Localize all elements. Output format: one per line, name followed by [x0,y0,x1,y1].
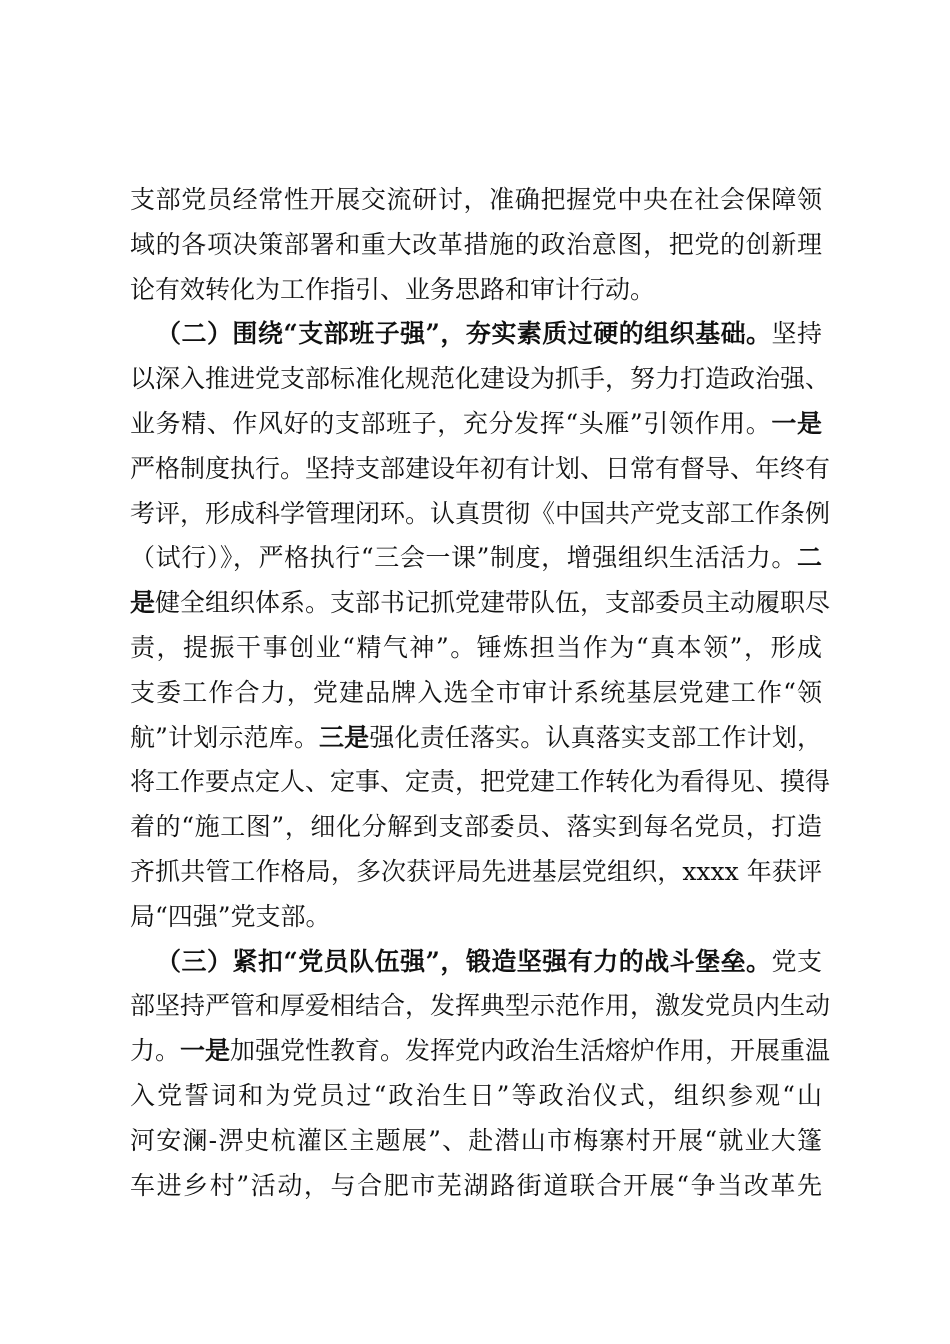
text-line [130,1119,822,1164]
text-line [130,268,822,313]
text-line [130,223,822,268]
body-text: 健全组织体系。支部书记抓党建带队伍，支部委员主动履职尽 [155,588,831,618]
body-text: 部坚持严管和厚爱相结合，发挥典型示范作用，激发党员内生动 [130,991,831,1021]
bold-text: 一是 [180,1036,231,1066]
text-line [130,178,822,223]
text-line [130,716,822,761]
document-body [130,178,831,1208]
body-text: 强化责任落实。认真落实支部工作计划， [369,722,822,752]
text-line [130,1029,831,1074]
body-text: 责，提振干事创业“精气神”。锤炼担当作为“真本领”，形成 [130,632,822,662]
body-text: 将工作要点定人、定事、定责，把党建工作转化为看得见、摸得 [130,767,831,797]
text-line [130,895,822,940]
body-text: 以深入推进党支部标准化规范化建设为抓手，努力打造政治强、 [130,364,831,394]
body-text: 域的各项决策部署和重大改革措施的政治意图，把党的创新理 [130,229,822,259]
text-line [130,626,822,671]
body-text: 入党誓词和为党员过“政治生日”等政治仪式，组织参观“山 [130,1080,822,1110]
body-text: 局“四强”党支部。 [130,901,331,931]
text-line [130,402,822,447]
body-text: 业务精、作风好的支部班子，充分发挥“头雁”引领作用。 [130,408,772,438]
text-line [130,357,831,402]
text-line [130,492,831,537]
body-text: 支委工作合力，党建品牌入选全市审计系统基层党建工作“领 [130,677,822,707]
body-text: 齐抓共管工作格局，多次获评局先进基层党组织，xxxx 年获评 [130,856,822,886]
body-text: 加强党性教育。发挥党内政治生活熔炉作用，开展重温 [230,1036,831,1066]
body-text: 支部党员经常性开展交流研讨，准确把握党中央在社会保障领 [130,185,822,214]
body-text: 航”计划示范库。 [130,722,320,752]
body-text: 力。 [130,1036,181,1066]
text-line [130,760,831,805]
bold-text: （二）围绕“支部班子强”，夯实素质过硬的组织基础。 [156,319,772,349]
section-heading-line [130,940,822,985]
bold-text: 二 [796,543,822,573]
body-text: 党支 [771,946,822,976]
body-text: 车进乡村”活动，与合肥市芜湖路街道联合开展“争当改革先 [130,1170,822,1200]
body-text: 河安澜-淠史杭灌区主题展”、赴潜山市梅寨村开展“就业大篷 [130,1125,822,1155]
text-line [130,536,822,581]
text-line [130,447,831,492]
bold-text: （三）紧扣“党员队伍强”，锻造坚强有力的战斗堡垒。 [156,946,772,976]
text-line [130,805,822,850]
text-line [130,581,831,626]
bold-text: 三是 [319,722,370,752]
text-line [130,850,822,895]
body-text: （试行）》，严格执行“三会一课”制度，增强组织生活活力。 [130,543,797,573]
body-text: 坚持 [771,319,822,349]
text-line [130,1164,822,1209]
text-line [130,1074,822,1119]
text-line [130,671,822,716]
section-heading-line [130,312,822,357]
body-text: 着的“施工图”，细化分解到支部委员、落实到每名党员，打造 [130,812,822,842]
bold-text: 一是 [771,408,822,438]
body-text: 严格制度执行。坚持支部建设年初有计划、日常有督导、年终有 [130,453,831,483]
body-text: 考评，形成科学管理闭环。认真贯彻《中国共产党支部工作条例 [130,498,831,528]
body-text: 论有效转化为工作指引、业务思路和审计行动。 [130,274,656,304]
bold-text: 是 [130,588,156,618]
text-line [130,984,831,1029]
